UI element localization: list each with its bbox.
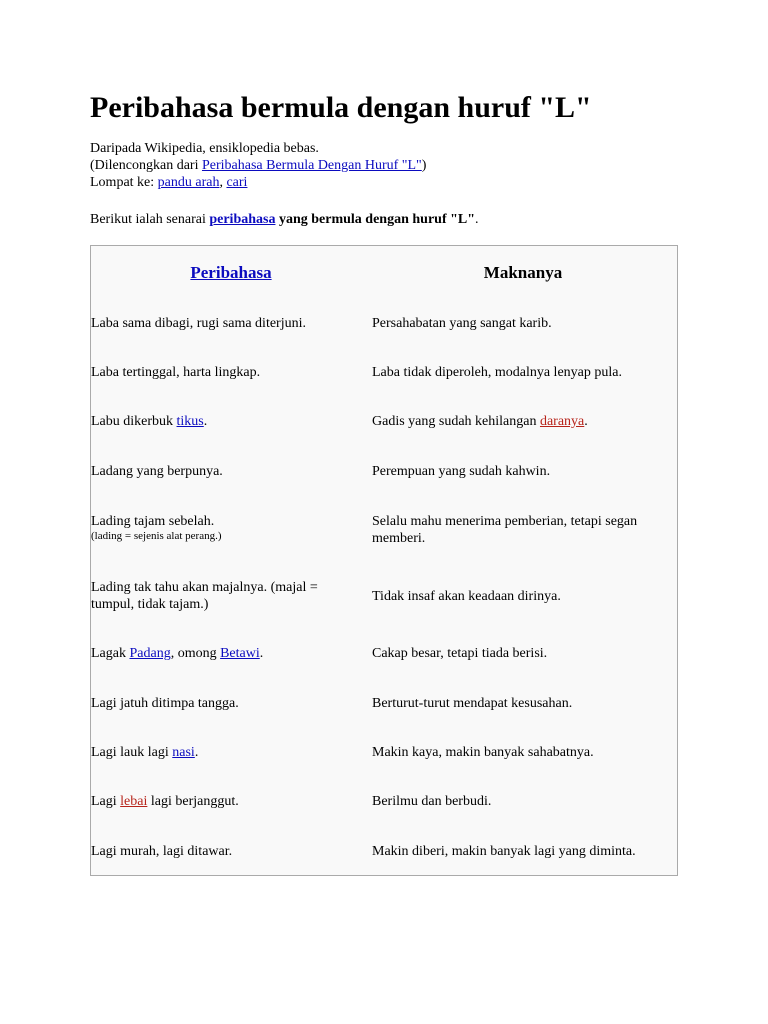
proverb-text: Labu dikerbuk [91,414,177,429]
proverb-text-mid: , omong [170,646,221,661]
header-proverb-link[interactable]: Peribahasa [190,263,272,282]
proverb-text-end: . [194,745,199,760]
table-cell-meaning: Cakap besar, tetapi tiada berisi. [372,646,548,661]
meaning-link[interactable]: daranya [539,414,585,429]
table-header-meaning: Maknanya [483,263,563,282]
table-cell-proverb: Laba tertinggal, harta lingkap. [91,365,261,380]
table-cell-proverb: Lagi jatuh ditimpa tangga. [91,696,239,711]
proverb-note: (lading = sejenis alat perang.) [91,530,222,542]
redirect-suffix: ) [421,158,427,173]
table-cell-meaning: Berturut-turut mendapat kesusahan. [372,696,573,711]
proverb-link[interactable]: Padang [129,646,171,661]
page-title: Peribahasa bermula dengan huruf "L" [90,91,592,124]
meaning-text-end: . [584,414,588,429]
proverb-text: Lading tajam sebelah. [91,514,215,529]
proverb-link[interactable]: nasi [172,745,195,760]
intro-link[interactable]: peribahasa [209,212,276,227]
redirect-line [90,157,426,174]
proverb-text: Lagi [91,794,121,809]
proverb-text-end: . [203,414,208,429]
proverb-link-2[interactable]: Betawi [220,646,260,661]
table-cell-meaning: Makin diberi, makin banyak lagi yang diminta. [372,844,636,859]
table-cell-proverb [91,793,353,810]
article-meta [90,140,426,191]
table-cell-proverb [91,513,353,543]
redirect-link[interactable]: Peribahasa Bermula Dengan Huruf "L" [201,158,422,173]
table-cell-meaning [372,413,660,430]
table-cell-meaning: Tidak insaf akan keadaan dirinya. [372,589,561,604]
jump-nav-link[interactable]: pandu arah [157,175,220,190]
table-cell-proverb [91,413,353,430]
table-cell-proverb: Lagi murah, lagi ditawar. [91,844,233,859]
table-cell-meaning: Perempuan yang sudah kahwin. [372,464,551,479]
proverb-text: Lagi lauk lagi [91,745,173,760]
intro-suffix: . [475,212,479,227]
table-cell-proverb [91,645,353,662]
table-cell-meaning: Selalu mahu menerima pemberian, tetapi segan memberi. [372,514,638,546]
proverb-text: Lagak [91,646,130,661]
table-header-proverb [90,262,372,284]
jump-separator: , [219,175,227,190]
table-cell-proverb: Laba sama dibagi, rugi sama diterjuni. [91,316,306,331]
intro-bold: yang bermula dengan huruf "L" [275,212,475,227]
meaning-text: Gadis yang sudah kehilangan [372,414,540,429]
table-cell-meaning: Laba tidak diperoleh, modalnya lenyap pula. [372,365,622,380]
table-cell-proverb: Ladang yang berpunya. [91,464,223,479]
table-cell-meaning: Makin kaya, makin banyak sahabatnya. [372,745,594,760]
table-cell-proverb [91,744,353,761]
jump-search-link[interactable]: cari [226,175,248,190]
proverb-text-end: lagi berjanggut. [147,794,239,809]
proverb-text-end: . [259,646,264,661]
table-cell-proverb: Lading tak tahu akan majalnya. (majal = tumpul, tidak tajam.) [91,580,318,612]
table-cell-meaning: Persahabatan yang sangat karib. [372,316,552,331]
proverb-link[interactable]: tikus [176,414,204,429]
proverb-link[interactable]: lebai [120,794,148,809]
proverb-table [90,245,678,876]
intro-paragraph [90,211,479,228]
table-cell-meaning: Berilmu dan berbudi. [372,794,492,809]
jump-prefix: Lompat ke: [90,175,158,190]
jump-line [90,174,426,191]
redirect-prefix: (Dilencongkan dari [90,158,202,173]
intro-prefix: Berikut ialah senarai [90,212,210,227]
source-line: Daripada Wikipedia, ensiklopedia bebas. [90,141,319,156]
